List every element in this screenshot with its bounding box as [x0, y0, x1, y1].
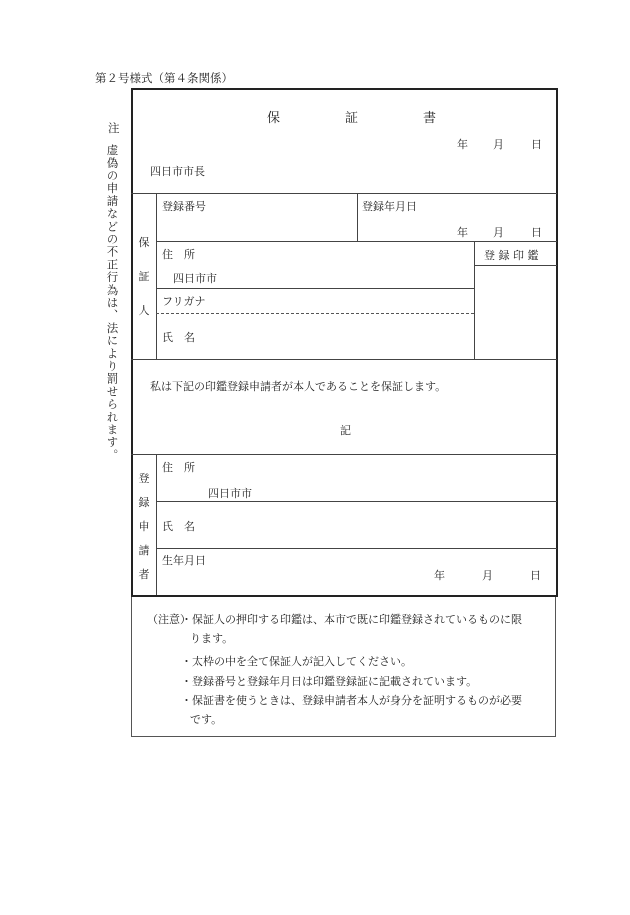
title-date-day: 日: [531, 138, 542, 151]
title-date-month: 月: [493, 138, 504, 151]
guarantor-bottom-line: [131, 359, 557, 360]
reg-number-label: 登録番号: [162, 200, 206, 213]
guarantor-top-line: [131, 193, 557, 194]
birth-date-day: 日: [530, 569, 541, 582]
note-line-2: ります。: [190, 632, 234, 645]
applicant-label-divider: [156, 454, 157, 595]
applicant-char-4: 請: [138, 544, 150, 557]
frame-top: [131, 88, 558, 90]
applicant-address-label: 住 所: [162, 461, 195, 474]
applicant-address-value: 四日市市: [208, 487, 252, 500]
note-line-6: です。: [190, 713, 223, 726]
guarantor-address-value: 四日市市: [173, 272, 217, 285]
guarantor-char-2: 証: [138, 270, 150, 283]
birth-date-year: 年: [434, 569, 445, 582]
reg-bottom-line: [156, 241, 557, 242]
birth-date-month: 月: [482, 569, 493, 582]
furigana-label: フリガナ: [162, 295, 206, 308]
guarantor-section-label: [137, 234, 151, 318]
applicant-char-5: 者: [138, 568, 150, 581]
title-date-year: 年: [457, 138, 468, 151]
side-note-text: 虚偽の申請などの不正行為は、法により罰せられます。: [105, 144, 120, 462]
applicant-char-2: 録: [138, 496, 150, 509]
guarantor-address-label: 住 所: [162, 248, 195, 261]
applicant-name-label: 氏 名: [162, 520, 195, 533]
note-line-4: ・登録番号と登録年月日は印鑑登録証に記載されています。: [181, 675, 478, 688]
side-note-label: 注: [108, 121, 120, 135]
applicant-section-label: [137, 470, 151, 582]
document-title: 保 証 書: [267, 111, 437, 126]
applicant-name-bottom: [156, 548, 557, 549]
applicant-char-3: 申: [138, 520, 150, 533]
seal-label: 登 録 印 鑑: [484, 249, 539, 262]
birth-date-label: 生年月日: [162, 554, 206, 567]
reg-divider: [357, 193, 358, 241]
guarantor-char-1: 保: [138, 236, 150, 249]
seal-divider: [474, 241, 475, 359]
frame-left: [131, 88, 133, 596]
addressee: 四日市市長: [150, 165, 205, 178]
guarantor-name-label: 氏 名: [162, 331, 195, 344]
form-number: 第２号様式（第４条関係）: [95, 71, 233, 85]
note-line-5: ・保証書を使うときは、登録申請者本人が身分を証明するものが必要: [181, 694, 522, 707]
seal-box: [476, 266, 555, 358]
frame-right: [556, 88, 558, 596]
applicant-top-line: [131, 454, 557, 455]
address-bottom-line: [156, 288, 474, 289]
note-line-3: ・太枠の中を全て保証人が記入してください。: [181, 655, 412, 668]
reg-date-year: 年: [457, 226, 468, 239]
reg-date-label: 登録年月日: [362, 200, 417, 213]
guarantee-statement: 私は下記の印鑑登録申請者が本人であることを保証します。: [150, 380, 447, 393]
applicant-address-bottom: [156, 501, 557, 502]
ki-label: 記: [340, 424, 351, 437]
notes-prefix: （注意）: [147, 613, 191, 626]
reg-date-day: 日: [531, 226, 542, 239]
applicant-char-1: 登: [138, 472, 150, 485]
note-line-1: ・保証人の押印する印鑑は、本市で既に印鑑登録されているものに限: [181, 613, 522, 626]
furigana-dashed-line: [156, 313, 474, 314]
reg-date-month: 月: [493, 226, 504, 239]
guarantor-char-3: 人: [138, 304, 150, 317]
guarantor-label-divider: [156, 193, 157, 359]
